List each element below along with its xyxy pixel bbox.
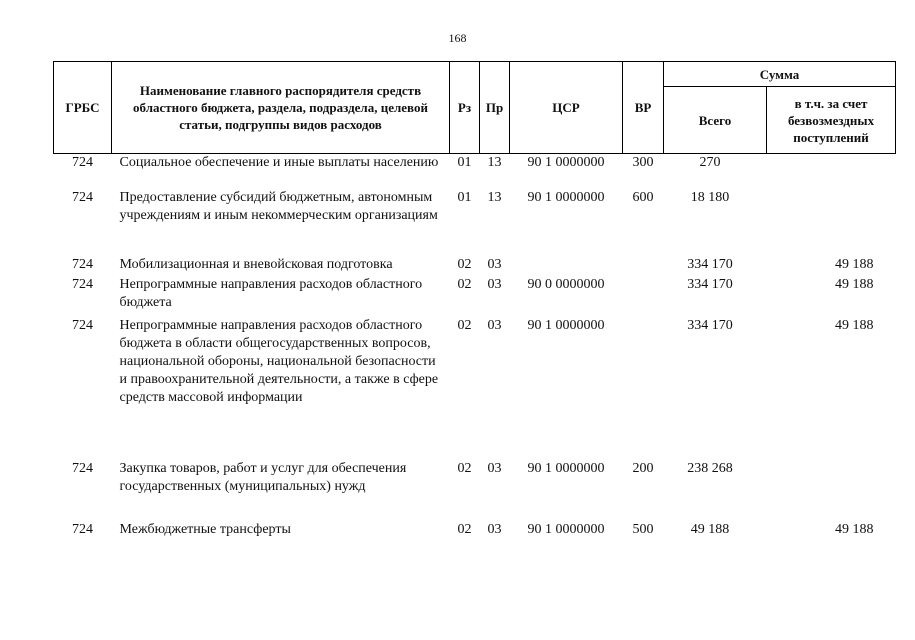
header-free: в т.ч. за счет безвозмездных поступлений [767, 87, 896, 154]
header-name: Наименование главного распорядителя средств областного бюджета, раздела, подраздела, целевой статьи, подгруппы видов расходов [112, 62, 450, 154]
cell-grbs: 724 [72, 256, 93, 272]
cell-total: 334 170 [687, 256, 733, 272]
cell-rz: 02 [457, 256, 472, 272]
cell-name: Непрограммные направления расходов областного бюджета [119, 276, 423, 310]
cell-free: 49 188 [835, 256, 874, 272]
cell-csr: 90 0 0000000 [527, 276, 605, 292]
cell-csr: 90 1 0000000 [527, 521, 605, 537]
cell-pr: 03 [487, 521, 502, 537]
cell-rz: 02 [457, 521, 472, 537]
cell-total: 18 180 [690, 189, 730, 205]
cell-grbs: 724 [72, 155, 93, 170]
cell-name: Межбюджетные трансферты [119, 521, 291, 537]
cell-csr: 90 1 0000000 [527, 460, 605, 476]
cell-rz: 01 [457, 155, 472, 170]
header-sum: Сумма [664, 62, 896, 87]
cell-pr: 03 [487, 256, 502, 272]
cell-free [767, 189, 896, 256]
table-row [54, 189, 896, 256]
table-row [54, 276, 896, 317]
table-row [54, 256, 896, 276]
cell-csr: 90 1 0000000 [527, 189, 605, 205]
cell-grbs: 724 [72, 276, 93, 292]
cell-pr: 13 [487, 155, 502, 170]
table-header [54, 62, 896, 154]
cell-vr [623, 317, 664, 460]
cell-name: Социальное обеспечение и иные выплаты населению [119, 155, 439, 170]
cell-free [767, 460, 896, 521]
header-total: Всего [664, 87, 767, 154]
cell-name: Закупка товаров, работ и услуг для обеспечения государственных (муниципальных) нужд [119, 460, 407, 494]
cell-total: 334 170 [687, 276, 733, 292]
cell-free [767, 154, 896, 189]
cell-name: Мобилизационная и вневойсковая подготовка [119, 256, 393, 272]
cell-rz: 01 [457, 189, 472, 205]
header-rz: Рз [450, 62, 480, 154]
table-row [54, 521, 896, 543]
cell-pr: 03 [487, 460, 502, 476]
cell-pr: 03 [487, 276, 502, 292]
table-row [54, 460, 896, 521]
cell-grbs: 724 [72, 189, 93, 205]
page-number: 168 [448, 31, 467, 45]
cell-vr: 300 [632, 155, 654, 170]
cell-rz: 02 [457, 460, 472, 476]
header-vr: ВР [623, 62, 664, 154]
cell-vr [623, 256, 664, 276]
cell-total: 49 188 [690, 521, 730, 537]
cell-grbs: 724 [72, 460, 93, 476]
cell-grbs: 724 [72, 317, 93, 333]
cell-csr: 90 1 0000000 [527, 317, 605, 333]
cell-vr: 500 [632, 521, 654, 537]
cell-total: 270 [699, 155, 721, 170]
cell-csr: 90 1 0000000 [527, 155, 605, 170]
cell-vr: 600 [632, 189, 654, 205]
cell-name: Непрограммные направления расходов областного бюджета в области общегосударственных вопросов, национальной обороны, национальной безопасности и правоохранительной деятельности, а также в сфере средств массовой информации [119, 317, 439, 405]
header-grbs: ГРБС [54, 62, 112, 154]
cell-total: 238 268 [687, 460, 733, 476]
table-row [54, 317, 896, 460]
header-pr: Пр [480, 62, 510, 154]
cell-rz: 02 [457, 317, 472, 333]
cell-vr: 200 [632, 460, 654, 476]
cell-total: 334 170 [687, 317, 733, 333]
table-row [54, 154, 896, 189]
cell-rz: 02 [457, 276, 472, 292]
header-csr: ЦСР [510, 62, 623, 154]
cell-free: 49 188 [835, 276, 874, 292]
cell-pr: 03 [487, 317, 502, 333]
cell-pr: 13 [487, 189, 502, 205]
cell-name: Предоставление субсидий бюджетным, автономным учреждениям и иным некоммерческим организациям [119, 189, 438, 223]
cell-free: 49 188 [835, 317, 874, 333]
cell-csr [510, 256, 623, 276]
budget-table [53, 61, 895, 543]
cell-free: 49 188 [835, 521, 874, 537]
cell-grbs: 724 [72, 521, 93, 537]
cell-vr [623, 276, 664, 317]
